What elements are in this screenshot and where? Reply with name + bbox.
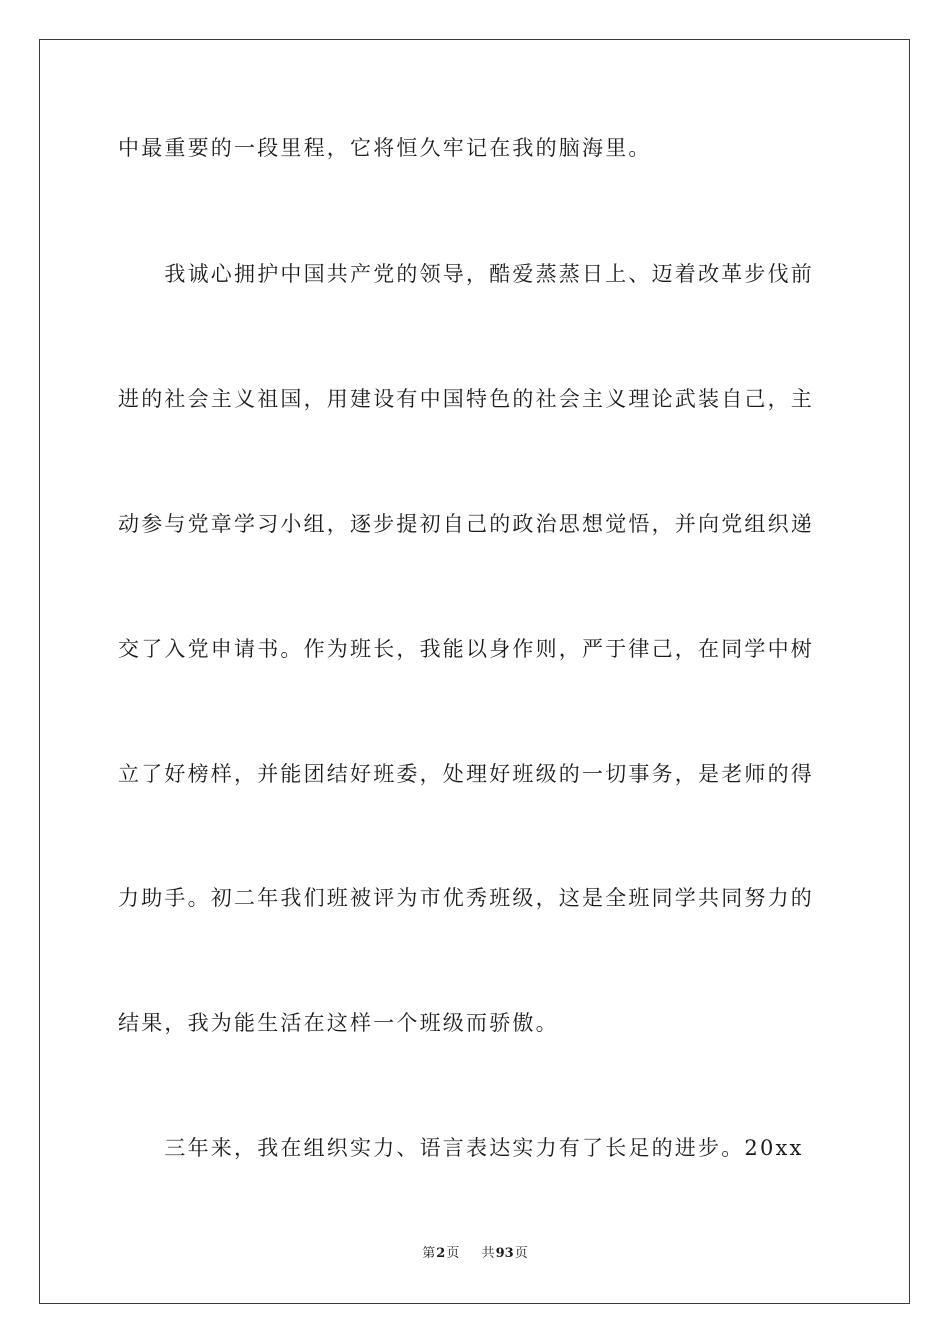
text-line-4: 动参与党章学习小组，逐步提初自己的政治思想觉悟，并向党组织递 <box>118 512 814 536</box>
text-line-1: 中最重要的一段里程，它将恒久牢记在我的脑海里。 <box>118 136 652 160</box>
text-line-5: 交了入党申请书。作为班长，我能以身作则，严于律己，在同学中树 <box>118 637 814 661</box>
page-border <box>39 39 910 1304</box>
total-indicator <box>482 1245 528 1263</box>
total-prefix: 共 <box>481 1246 495 1261</box>
text-line-3: 进的社会主义祖国，用建设有中国特色的社会主义理论武装自己，主 <box>118 387 814 411</box>
page-prefix: 第 <box>422 1246 436 1261</box>
text-line-9: 三年来，我在组织实力、语言表达实力有了长足的进步。20xx <box>118 1136 804 1160</box>
text-line-8: 结果，我为能生活在这样一个班级而骄傲。 <box>118 1011 559 1035</box>
text-line-6: 立了好榜样，并能团结好班委，处理好班级的一切事务，是老师的得 <box>118 762 814 786</box>
text-line-7: 力助手。初二年我们班被评为市优秀班级，这是全班同学共同努力的 <box>118 886 814 910</box>
page-suffix: 页 <box>446 1246 460 1261</box>
page-number: 2 <box>436 1246 446 1261</box>
total-suffix: 页 <box>514 1246 528 1261</box>
total-pages: 93 <box>495 1246 514 1261</box>
text-line-2: 我诚心拥护中国共产党的领导，酷爱蒸蒸日上、迈着改革步伐前 <box>118 262 814 286</box>
page-footer <box>0 1245 950 1263</box>
page-indicator <box>422 1245 459 1263</box>
